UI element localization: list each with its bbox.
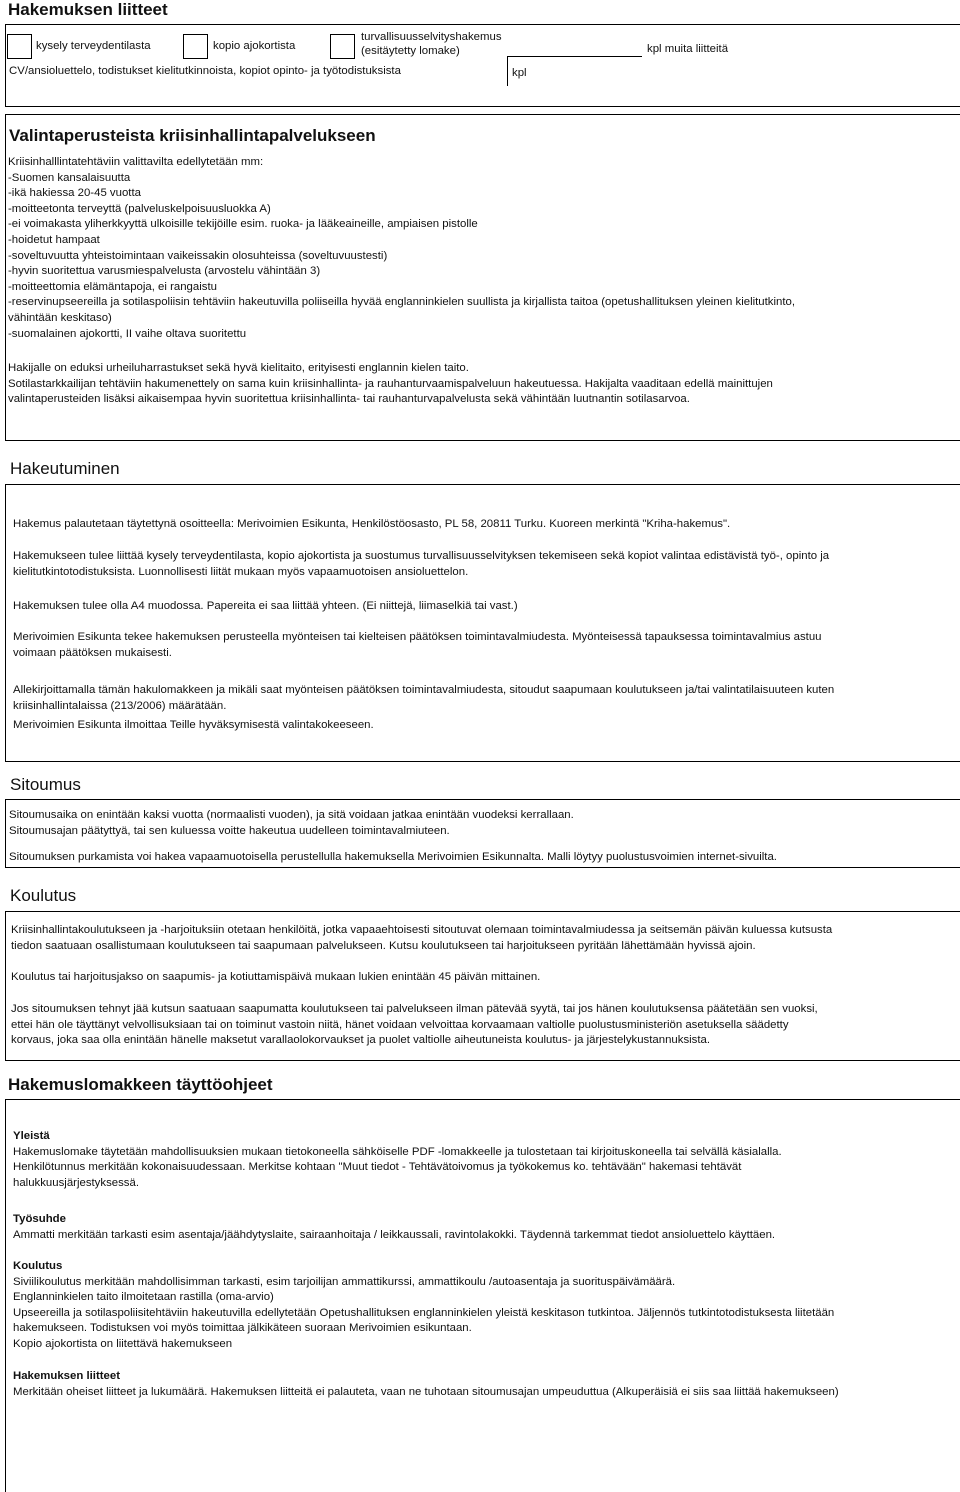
criteria-extra-line: Hakijalle on eduksi urheiluharrastukset sekä hyvä kielitaito, erityisesti englannin kielen taito.	[8, 362, 469, 374]
instructions-attachments	[13, 1369, 839, 1400]
instructions-line: Henkilötunnus merkitään kokonaisuudessaan. Merkitse kohtaan "Muut tiedot - Tehtävätoivomus ja työkokemus ko. tehtävään" hakemasi tehtävät	[13, 1161, 742, 1174]
commitment-line: Sitoumusaika on enintään kaksi vuotta (normaalisti vuoden), ja sitä voidaan jatkaa enintään vuodeksi kerrallaan.	[9, 809, 574, 821]
label-driving-license-copy: kopio ajokortista	[213, 40, 296, 52]
applying-p3	[13, 599, 518, 615]
instructions-work-heading: Työsuhde	[13, 1213, 66, 1225]
criteria-line: -Suomen kansalaisuutta	[8, 171, 131, 184]
training-p1	[11, 923, 832, 954]
criteria-line: -reservinupseereilla ja sotilaspoliisin tehtäviin hakeutuvilla poliiseilla hyvää englanninkielen suullista ja kirjallista taitoa (opetushallituksen yleinen kielitutkinto,	[8, 296, 796, 309]
criteria-line: -soveltuvuutta yhteistoimintaan vaikeissakin olosuhteissa (soveltuvuustesti)	[8, 249, 388, 262]
instructions-attachments-heading: Hakemuksen liitteet	[13, 1370, 120, 1382]
criteria-extra-line: valintaperusteiden lisäksi aikaisempaa hyvin suoritettua kriisinhallinta- tai rauhanturvapalvelusta sekä vähintään luutnantin sotilasarvoa.	[8, 393, 690, 406]
checkbox-health-questionnaire[interactable]	[7, 34, 32, 59]
applying-line: Hakemus palautetaan täytettynä osoitteella: Merivoimien Esikunta, Henkilöstöosasto, PL 58, 20811 Turku. Kuoreen merkintä "Kriha-hakemus".	[13, 518, 731, 530]
criteria-line: -suomalainen ajokortti, II vaihe oltava suoritettu	[8, 327, 247, 340]
other-attachments-count-line	[507, 56, 642, 57]
applying-p4	[13, 630, 822, 661]
checkbox-driving-license-copy[interactable]	[183, 34, 208, 59]
commitment-line: Sitoumusajan päätyttyä, tai sen kuluessa voitte hakeutua uudelleen toimintavalmiuteen.	[9, 824, 450, 837]
commitment-p2	[9, 850, 777, 866]
criteria-line: -moitteetonta terveyttä (palveluskelpoisuusluokka A)	[8, 202, 271, 215]
criteria-line: -ei voimakasta yliherkkyyttä ulkoisille tekijöille esim. ruoka- ja lääkeaineille, ampiaisen pistolle	[8, 218, 478, 231]
commitment-p1	[9, 808, 574, 839]
applying-line: Hakemuksen tulee olla A4 muodossa. Papereita ei saa liittää yhteen. (Ei niittejä, liimaselkiä tai vast.)	[13, 600, 518, 612]
applying-line: Allekirjoittamalla tämän hakulomakkeen ja mikäli saat myönteisen päätöksen toimintavalmiudesta, sitoudut saapumaan koulutukseen ja/tai valintatilaisuuteen kuten	[13, 684, 835, 696]
label-health-questionnaire: kysely terveydentilasta	[36, 40, 151, 52]
criteria-list	[8, 155, 795, 342]
label-cv-certificates: CV/ansioluettelo, todistukset kielitutkinnoista, kopiot opinto- ja työtodistuksista	[9, 65, 401, 77]
applying-p1	[13, 517, 730, 533]
instructions-line: halukkuusjärjestyksessä.	[13, 1176, 139, 1189]
instructions-education-heading: Koulutus	[13, 1260, 63, 1272]
label-security-clearance-2: (esitäytetty lomake)	[361, 45, 460, 57]
criteria-line: -hoidetut hampaat	[8, 233, 100, 246]
training-line: korvaus, joka saa olla enintään hänelle maksetut varallaolokorvaukset ja puolet valtiolle aiheutuneista koulutus- ja järjestelykustannuksista.	[11, 1034, 711, 1047]
section-title-instructions: Hakemuslomakkeen täyttöohjeet	[8, 1075, 273, 1094]
checkbox-security-clearance[interactable]	[330, 34, 355, 59]
section-title-attachments: Hakemuksen liitteet	[8, 0, 168, 19]
instructions-line: Merkitään oheiset liitteet ja lukumäärä. Hakemuksen liitteitä ei palauteta, vaan ne tuhotaan sitoumusajan umpeuduttua (Alkuperäisiä ei siis saa liittää hakemukseen)	[13, 1385, 839, 1398]
applying-p2	[13, 549, 829, 580]
instructions-line: Englanninkielen taito ilmoitetaan rastilla (oma-arvio)	[13, 1291, 274, 1304]
applying-line: kielitutkintotodistuksista. Luonnollisesti liität mukaan myös vapaamuotoisen ansioluettelon.	[13, 565, 469, 578]
instructions-line: Upseereilla ja sotilaspoliisitehtäviin hakeutuvilla edellytetään Opetushallituksen englanninkielen yleistä keskitason tutkintoa. Jäljennös tutkintotodistuksesta liitetään	[13, 1306, 835, 1319]
instructions-work	[13, 1212, 775, 1243]
section-title-criteria: Valintaperusteista kriisinhallintapalvelukseen	[9, 126, 376, 145]
applying-line: Hakemukseen tulee liittää kysely terveydentilasta, kopio ajokortista ja suostumus turvallisuusselvityksen tekemiseen sekä kopiot valintaa edistävistä työ-, opinto ja	[13, 550, 830, 562]
section-title-applying: Hakeutuminen	[10, 459, 120, 478]
applying-line: Merivoimien Esikunta ilmoittaa Teille hyväksymisestä valintakokeeseen.	[13, 719, 374, 731]
cv-count-field[interactable]	[507, 57, 508, 86]
criteria-line: vähintään keskitaso)	[8, 311, 112, 324]
criteria-line: -hyvin suoritettua varusmiespalvelusta (arvostelu vähintään 3)	[8, 265, 321, 278]
instructions-line: Hakemuslomake täytetään mahdollisuuksien mukaan tietokoneella sähköiselle PDF -lomakkeelle ja tulostetaan tai kirjoituskoneella tai selvällä käsialalla.	[13, 1145, 782, 1158]
commitment-line: Sitoumuksen purkamista voi hakea vapaamuotoisella perustellulla hakemuksella Merivoimien Esikunnalta. Malli löytyy puolustusvoimien internet-sivuilta.	[9, 851, 777, 863]
applying-line: voimaan päätöksen mukaisesti.	[13, 646, 172, 659]
criteria-extra-line: Sotilastarkkailijan tehtäviin hakumenettely on sama kuin kriisinhallinta- ja rauhanturvaamispalveluun hakeutuessa. Hakijalta vaaditaan edellä mainittujen	[8, 377, 773, 390]
criteria-extra	[8, 361, 773, 408]
label-security-clearance-1: turvallisuusselvityshakemus	[361, 31, 502, 43]
instructions-education	[13, 1259, 834, 1353]
criteria-line: -moitteettomia elämäntapoja, ei rangaistu	[8, 280, 217, 293]
criteria-line: -ikä hakiessa 20-45 vuotta	[8, 187, 141, 200]
applying-p5	[13, 683, 834, 714]
training-line: Koulutus tai harjoitusjakso on saapumis- ja kotiuttamispäivä mukaan lukien enintään 45 päivän mittainen.	[11, 971, 541, 983]
training-line: tiedon saatuaan osallistumaan koulutukseen tai saapumaan palvelukseen. Kutsu koulutukseen tai harjoitukseen pyritään lähettämään hyvissä ajoin.	[11, 939, 756, 952]
criteria-line: Kriisinhalllintatehtäviin valittavilta edellytetään mm:	[8, 156, 264, 168]
applying-line: Merivoimien Esikunta tekee hakemuksen perusteella myönteisen tai kielteisen päätöksen toimintavalmiudesta. Myönteisessä tapauksessa toimintavalmius astuu	[13, 631, 822, 643]
training-p2	[11, 970, 540, 986]
training-line: ettei hän ole täyttänyt velvollisuksiaan tai on toiminut vastoin niitä, hänet voidaan velvoittaa korvaamaan valtiolle puolustusministeriön asetuksella säädetty	[11, 1018, 789, 1031]
training-line: Kriisinhallintakoulutukseen ja -harjoituksiin otetaan henkilöitä, jotka vapaaehtoisesti sitoutuvat olemaan toimintavalmiudessa ja seitsemän päivän kuluessa kutsusta	[11, 924, 833, 936]
label-cv-kpl: kpl	[512, 67, 527, 79]
label-other-attachments: kpl muita liitteitä	[647, 43, 729, 55]
instructions-general-heading: Yleistä	[13, 1130, 50, 1142]
training-p3	[11, 1002, 818, 1049]
applying-p6	[13, 718, 374, 734]
instructions-general	[13, 1129, 782, 1191]
applying-line: kriisinhallintalaissa (213/2006) määrätään.	[13, 699, 227, 712]
instructions-line: Kopio ajokortista on liitettävä hakemukseen	[13, 1337, 233, 1350]
section-title-commitment: Sitoumus	[10, 775, 81, 794]
training-line: Jos sitoumuksen tehnyt jää kutsun saatuaan saapumatta koulutukseen tai palvelukseen ilman pätevää syytä, tai jos hänen koulutuksensa päätetään sen vuoksi,	[11, 1003, 818, 1015]
instructions-line: hakemukseen. Todistuksen voi myös toimittaa jälkikäteen suoraan Merivoimien esikuntaan.	[13, 1322, 472, 1335]
instructions-line: Ammatti merkitään tarkasti esim asentaja/jäähdytyslaite, sairaanhoitaja / leikkaussali, ravintolakokki. Täydennä tarkemmat tiedot ansioluettelo käyttäen.	[13, 1228, 776, 1241]
section-title-training: Koulutus	[10, 886, 77, 905]
instructions-line: Siviilikoulutus merkitään mahdollisimman tarkasti, esim tarjoilijan ammattikurssi, ammattikoulu /autoasentaja ja suorituspäivämäärä.	[13, 1275, 676, 1288]
